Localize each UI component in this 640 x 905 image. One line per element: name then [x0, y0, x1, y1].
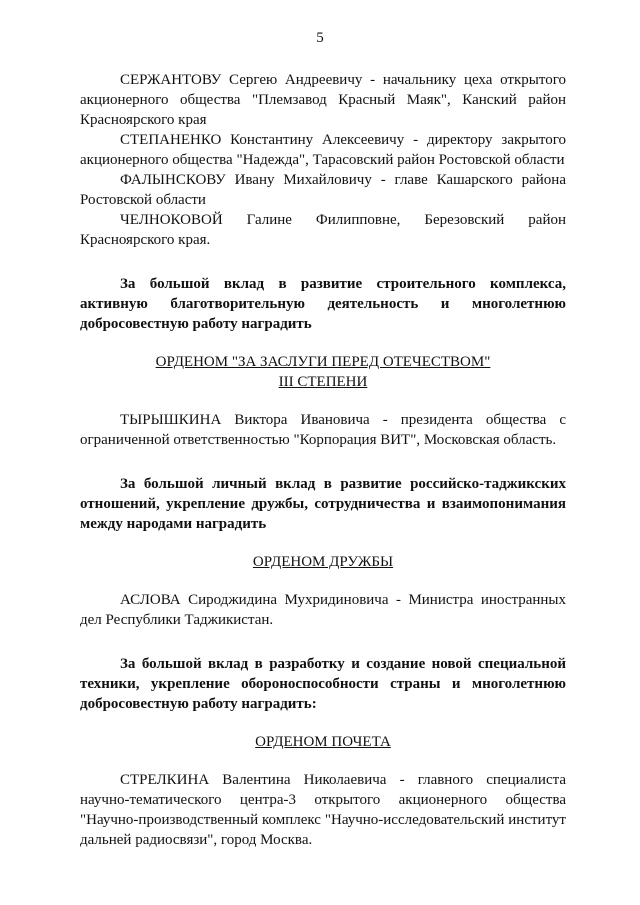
- order-title: ОРДЕНОМ ПОЧЕТА: [255, 734, 391, 750]
- recipient-paragraph: ФАЛЫНСКОВУ Ивану Михайловичу - главе Кашарского района Ростовской области: [80, 172, 566, 208]
- order-title: III СТЕПЕНИ: [278, 374, 368, 390]
- order-title: ОРДЕНОМ ДРУЖБЫ: [252, 554, 394, 570]
- recipient-paragraph: СТРЕЛКИНА Валентина Николаевича - главного специалиста научно-тематического центра-3 открытого акционерного общества "Научно-производственный комплекс "Научно-исследовательский институт дальней радиосвязи", город Москва.: [80, 772, 566, 848]
- recipient-paragraph: СТЕПАНЕНКО Константину Алексеевичу - директору закрытого акционерного общества "Надежда", Тарасовский район Ростовской области: [80, 132, 566, 168]
- recipient-paragraph: АСЛОВА Сироджидина Мухридиновича - Министра иностранных дел Республики Таджикистан.: [80, 592, 566, 628]
- document-body: [80, 70, 566, 850]
- decree-paragraph: За большой вклад в разработку и создание новой специальной техники, укрепление обороноспособности страны и многолетнюю добросовестную работу наградить:: [80, 656, 566, 712]
- decree-paragraph: За большой личный вклад в развитие российско-таджикских отношений, укрепление дружбы, сотрудничества и взаимопонимания между народами наградить: [80, 476, 566, 532]
- order-title: ОРДЕНОМ "ЗА ЗАСЛУГИ ПЕРЕД ОТЕЧЕСТВОМ": [155, 354, 491, 370]
- recipient-paragraph: ЧЕЛНОКОВОЙ Галине Филипповне, Березовский район Красноярского края.: [80, 212, 566, 248]
- recipient-paragraph: СЕРЖАНТОВУ Сергею Андреевичу - начальнику цеха открытого акционерного общества "Племзавод Красный Маяк", Канский район Красноярского края: [80, 72, 566, 128]
- recipient-paragraph: ТЫРЫШКИНА Виктора Ивановича - президента общества с ограниченной ответственностью "Корпорация ВИТ", Московская область.: [80, 412, 566, 448]
- page-number: 5: [316, 30, 324, 46]
- decree-paragraph: За большой вклад в развитие строительного комплекса, активную благотворительную деятельность и многолетнюю добросовестную работу наградить: [80, 276, 566, 332]
